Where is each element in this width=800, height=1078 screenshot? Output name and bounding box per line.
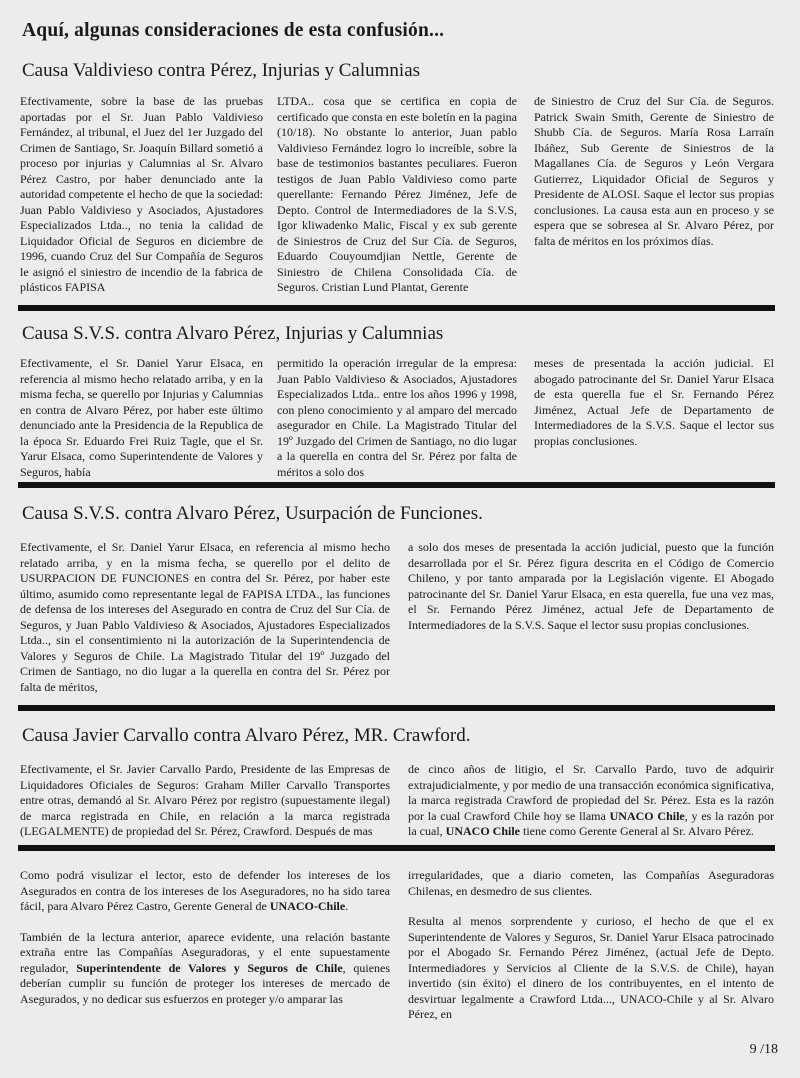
section-4-title: Causa Javier Carvallo contra Alvaro Pérez, MR. Crawford. xyxy=(22,725,471,746)
page-title: Aquí, algunas consideraciones de esta confusión... xyxy=(22,20,445,41)
section-1-title: Causa Valdivieso contra Pérez, Injurias y Calumnias xyxy=(22,60,421,81)
section-divider xyxy=(18,845,775,851)
conclusion-paragraph-2: También de la lectura anterior, aparece evidente, una relación bastante extraña entre las Compañías Aseguradoras, y el ente supuestamente regulador, Superintendente de Valores y Seguros de Chile, quienes deberían cumplir su función de proteger los intereses de mercado de Asegurados, y no dedicar sus esfuerzos en proteger y/o amparar las xyxy=(20,929,391,1006)
section-divider xyxy=(18,482,775,488)
conclusion-column-1 xyxy=(20,868,390,1007)
section-divider xyxy=(18,305,775,311)
conclusion-paragraph-3: irregularidades, que a diario cometen, las Compañías Aseguradoras Chilenas, en desmedro de sus clientes. xyxy=(408,868,774,898)
conclusion-column-2 xyxy=(408,868,774,1023)
section-1-column-3: de Siniestro de Cruz del Sur Cía. de Seguros. Patrick Swain Smith, Gerente de Siniestro de Shubb Cía. de Seguros. María Rosa Larraín Ibáñez, Sub Gerente de Siniestros de la Magallanes Cía. de Seguros y León Vergara Gutierrez, Liquidador Oficial de Seguros y Presidente de ALOSI. Saque el lector sus propias conclusiones. La causa esta aun en proceso y se espera que se sobresea al Sr. Alvaro Pérez, por falta de méritos en los próximos días. xyxy=(534,94,774,248)
section-divider xyxy=(18,705,775,711)
section-3-column-1: Efectivamente, el Sr. Daniel Yarur Elsaca, en referencia al mismo hecho relatado arriba, y en la misma fecha, se querello por el delito de USURPACION DE FUNCIONES en contra del Sr. Pérez, por haber este último, asumido como representante legal de FAPISA LTDA., las funciones de defensa de los intereses del Asegurado en contra de Cruz del Sur Cía. de Seguros, y Juan Pablo Valdivieso & Asociados, Ajustadores Especializados Ltda.., sin el consentimiento ni la autorización de la Superintendencia de Valores y Seguros de Chile. La Magistrado Titular del 19º Juzgado del Crimen de Santiago, no dio lugar a la querella en contra del Sr. Pérez por falta de méritos, xyxy=(20,540,390,694)
section-1-column-1: Efectivamente, sobre la base de las pruebas aportadas por el Sr. Juan Pablo Valdivieso Fernández, al tribunal, el Juez del 1er Juzgado del Crimen de Santiago, Sr. Joaquín Billard sometió a proceso por injurias y Calumnias al Sr. Alvaro Pérez Castro, por haber denunciado ante la autoridad competente el hecho de que la sociedad: Juan Pablo Valdivieso y Asociados, Ajustadores Especializados Ltda.., no tenia la calidad de Liquidador Oficial de Seguros en diciembre de 1996, cuando Cruz del Sur Compañía de Seguros le asignó el siniestro de incendio de la fabrica de plásticos FAPISA xyxy=(20,94,263,294)
page-number: 9 /18 xyxy=(749,1042,778,1057)
section-1-column-2: LTDA.. cosa que se certifica en copia de certificado que consta en este boletín en la pagina (10/18). No obstante lo anterior, Juan pablo Valdivieso Fernández logro lo increíble, sobre la base de testimonios bastantes peculiares. Fueron testigos de Juan Pablo Valdivieso como parte querellante: Fernando Pérez Jiménez, Jefe de Depto. Control de Intermediadores de la S.V.S, Igor kliwadenko Malic, Fiscal y ex sub gerente de Siniestros de Cruz del Sur Cía. de Seguros, Eduardo Couyoumdjian Nettle, Gerente de Siniestro de Chilena Consolidada Cía. de Seguros. Cristian Lund Plantat, Gerente xyxy=(277,94,517,294)
section-2-title: Causa S.V.S. contra Alvaro Pérez, Injurias y Calumnias xyxy=(22,323,444,344)
conclusion-paragraph-4: Resulta al menos sorprendente y curioso, el hecho de que el ex Superintendente de Valores y Seguros, Sr. Daniel Yarur Elsaca patrocinado por el Abogado Sr. Fernando Pérez Jiménez, (actual Jefe de Depto. Intermediadores y Servicios al Cliente de la S.V.S. de Chile), hayan invertido (sin éxito) el dinero de los contribuyentes, en el intento de desvirtuar legalmente a Crawford Ltda..., UNACO-Chile y al Sr. Alvaro Pérez, en xyxy=(408,914,774,1021)
section-3-column-2: a solo dos meses de presentada la acción judicial, puesto que la función desarrollada por el Sr. Pérez figura descrita en el Código de Comercio Chileno, y por tanto amparada por la Legislación vigente. El Abogado patrocinante del Sr. Daniel Yarur Elsaca, en esta querella, fue una vez mas, el Sr. Fernando Pérez Jiménez, actual Jefe de Departamento de Intermediadores de la S.V.S. Saque el lector susu propias conclusiones. xyxy=(408,540,774,632)
conclusion-paragraph-1: Como podrá visulizar el lector, esto de defender los intereses de los Asegurados en contra de los intereses de los Aseguradores, no ha sido tarea fácil, para Alvaro Pérez Castro, Gerente General de UNACO-Chile. xyxy=(20,868,390,913)
section-2-column-2: permitido la operación irregular de la empresa: Juan Pablo Valdivieso & Asociados, Ajustadores Especializados Ltda.. entre los años 1996 y 1998, con pleno conocimiento y al amparo del mercado asegurador en Chile. La Magistrado Titular del 19º Juzgado del Crimen de Santiago, no dio lugar a la querella en contra del Sr. Pérez por falta de méritos a solo dos xyxy=(277,356,517,479)
section-3-title: Causa S.V.S. contra Alvaro Pérez, Usurpación de Funciones. xyxy=(22,503,483,524)
section-2-column-1: Efectivamente, el Sr. Daniel Yarur Elsaca, en referencia al mismo hecho relatado arriba, y en la misma fecha, se querello por Injurias y Calumnias en contra de Alvaro Pérez, por haber este último denunciado ante la Presidencia de la Republica de la época Sr. Eduardo Frei Ruiz Tagle, que el Sr. Yarur Elsaca, como Superintendente de Valores y Seguros, había xyxy=(20,356,263,479)
section-4-column-2: de cinco años de litigio, el Sr. Carvallo Pardo, tuvo de adquirir extrajudicialmente, y por medio de una transacción económica significativa, la marca registrada Crawford de propiedad del Sr. Pérez. Esta es la razón por la cual Crawford Chile hoy se llama UNACO Chile, y es la razón por la cual, UNACO Chile tiene como Gerente General al Sr. Alvaro Pérez. xyxy=(408,762,774,838)
section-2-column-3: meses de presentada la acción judicial. El abogado patrocinante del Sr. Daniel Yarur Elsaca de esta querella fue el Sr. Fernando Pérez Jiménez, Actual Jefe de Departamento de Intermediadores de la S.V.S. Saque el lector sus propias conclusiones. xyxy=(534,356,774,448)
section-4-column-1: Efectivamente, el Sr. Javier Carvallo Pardo, Presidente de las Empresas de Liquidadores Oficiales de Seguros: Graham Miller Carvallo Transportes entre otras, demandó al Sr. Alvaro Pérez por registro (supuestamente ilegal) de marca registrada en Chile, en relación a la marca registrada (LEGALMENTE) de propiedad del Sr. Pérez, Crawford. Después de mas xyxy=(20,762,390,838)
